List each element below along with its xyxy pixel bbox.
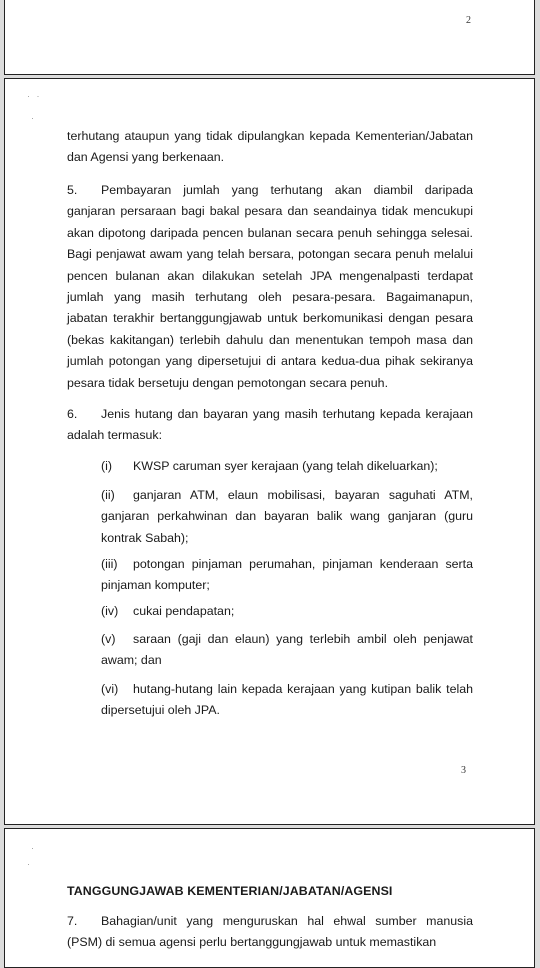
- continuation-text: terhutang ataupun yang tidak dipulangkan kepada Kementerian/Jabatan dan Agensi yang berkenaan.: [67, 129, 473, 165]
- list-item-text: hutang-hutang lain kepada kerajaan yang kutipan balik telah dipersetujui oleh JPA.: [101, 682, 473, 718]
- page-2-fragment: [4, 0, 535, 75]
- page-number: 3: [461, 765, 466, 776]
- list-item-number: (iv): [101, 604, 119, 618]
- scan-speck: ·: [31, 843, 36, 853]
- list-item-text: ganjaran ATM, elaun mobilisasi, bayaran saguhati ATM, ganjaran perkahwinan dan bayaran balik wang ganjaran (guru kontrak Sabah);: [101, 488, 473, 545]
- page-number: 2: [466, 15, 471, 26]
- list-item: [101, 554, 473, 597]
- list-item: [101, 456, 473, 477]
- paragraph-number: 7.: [67, 914, 78, 928]
- list-item: [101, 629, 473, 672]
- list-item-number: (ii): [101, 488, 115, 502]
- list-item-number: (v): [101, 632, 116, 646]
- section-heading: TANGGUNGJAWAB KEMENTERIAN/JABATAN/AGENSI: [67, 884, 393, 898]
- paragraph-5: [67, 180, 473, 394]
- page-3: [4, 78, 535, 825]
- list-item: [101, 679, 473, 722]
- list-item: [101, 601, 473, 622]
- paragraph-number: 6.: [67, 407, 78, 421]
- list-item-number: (i): [101, 459, 113, 473]
- list-item-text: saraan (gaji dan elaun) yang terlebih ambil oleh penjawat awam; dan: [101, 632, 473, 668]
- list-item-text: potongan pinjaman perumahan, pinjaman kenderaan serta pinjaman komputer;: [101, 557, 473, 593]
- scan-speck: · ·: [27, 91, 42, 101]
- paragraph-7: [67, 911, 473, 954]
- list-item: [101, 485, 473, 549]
- list-item-text: KWSP caruman syer kerajaan (yang telah dikeluarkan);: [133, 459, 438, 473]
- scan-speck: ·: [27, 859, 32, 869]
- list-item-text: cukai pendapatan;: [133, 604, 235, 618]
- list-item-number: (iii): [101, 557, 118, 571]
- paragraph-text: Bahagian/unit yang menguruskan hal ehwal sumber manusia (PSM) di semua agensi perlu bertanggungjawab untuk memastikan: [67, 914, 473, 950]
- paragraph-6: [67, 404, 473, 447]
- paragraph-number: 5.: [67, 183, 78, 197]
- list-item-number: (vi): [101, 682, 119, 696]
- paragraph-text: Jenis hutang dan bayaran yang masih terhutang kepada kerajaan adalah termasuk:: [67, 407, 473, 443]
- paragraph-text: Pembayaran jumlah yang terhutang akan diambil daripada ganjaran persaraan bagi bakal pesara dan seandainya tidak mencukupi akan dipotong daripada pencen bulanan secara penuh sehingga selesai. Bagi penjawat awam yang telah bersara, potongan secara penuh melalui pencen bulanan akan dilakukan setelah JPA mengenalpasti terdapat jumlah yang masih terhutang oleh pesara-pesara. Bagaimanapun, jabatan terakhir bertanggungjawab untuk berkomunikasi dengan pesara (bekas kakitangan) terlebih dahulu dan menentukan tempoh masa dan jumlah potongan yang dipersetujui di antara kedua-dua pihak sekiranya pesara tidak bersetuju dengan pemotongan secara penuh.: [67, 183, 473, 390]
- page-4-fragment: [4, 828, 535, 968]
- scan-speck: ·: [31, 113, 36, 123]
